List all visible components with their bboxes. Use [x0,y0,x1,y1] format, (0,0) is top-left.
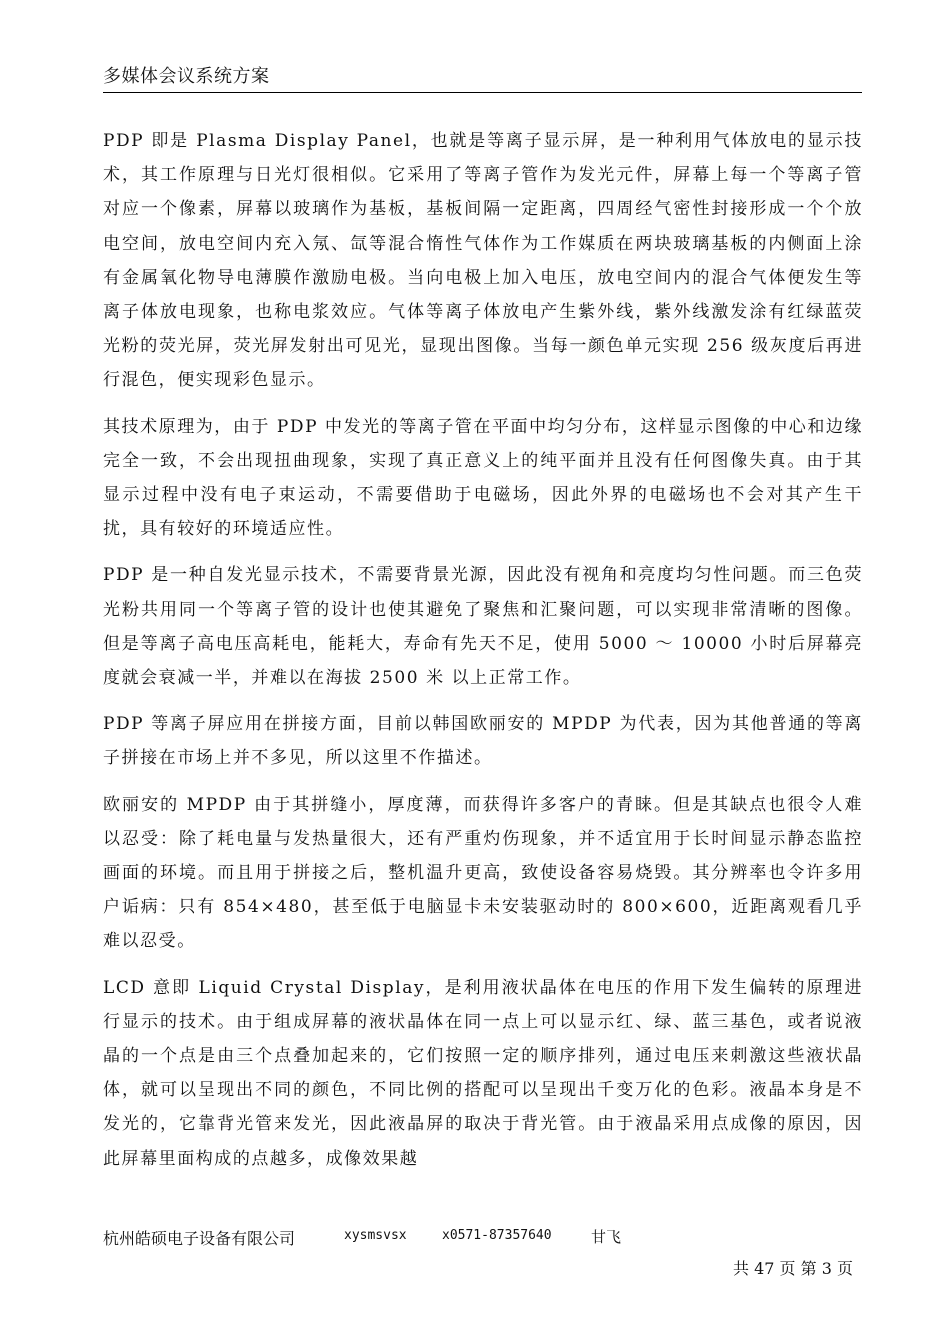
document-title: 多媒体会议系统方案 [103,66,270,87]
paragraph-pdp-principle: 其技术原理为，由于 PDP 中发光的等离子管在平面中均匀分布，这样显示图像的中心和边缘完全一致，不会出现扭曲现象，实现了真正意义上的纯平面并且没有任何图像失真。由于其显示过程中没有电子束运动，不需要借助于电磁场，因此外界的电磁场也不会对其产生干扰，具有较好的环境适应性。 [103,416,863,540]
page-number: 共 47 页 第 3 页 [733,1259,853,1278]
page-header [103,66,862,93]
paragraph-pdp-pros-cons: PDP 是一种自发光显示技术，不需要背景光源，因此没有视角和亮度均匀性问题。而三色荧光粉共用同一个等离子管的设计也使其避免了聚焦和汇聚问题，可以实现非常清晰的图像。但是等离子高电压高耗电，能耗大，寿命有先天不足，使用 5000 ～ 10000 小时后屏幕亮度就会衰减一半，并难以在海拔 2500 米 以上正常工作。 [103,565,863,689]
footer-company: 杭州皓硕电子设备有限公司 [103,1229,296,1248]
footer-code: xysmsvsx [344,1228,407,1243]
footer-contact-name: 甘飞 [591,1228,622,1246]
paragraph-pdp-splicing: PDP 等离子屏应用在拼接方面，目前以韩国欧丽安的 MPDP 为代表，因为其他普通的等离子拼接在市场上并不多见，所以这里不作描述。 [103,714,863,769]
footer-phone: x0571-87357640 [442,1228,552,1243]
paragraph-lcd-intro: LCD 意即 Liquid Crystal Display，是利用液状晶体在电压的作用下发生偏转的原理进行显示的技术。由于组成屏幕的液状晶体在同一点上可以显示红、绿、蓝三基色，或者说液晶的一个点是由三个点叠加起来的，它们按照一定的顺序排列，通过电压来刺激这些液状晶体，就可以呈现出不同的颜色，不同比例的搭配可以呈现出千变万化的色彩。液晶本身是不发光的，它靠背光管来发光，因此液晶屏的取决于背光管。由于液晶采用点成像的原因，因此屏幕里面构成的点越多，成像效果越 [103,977,863,1169]
page-footer [103,1224,863,1284]
paragraph-mpdp: 欧丽安的 MPDP 由于其拼缝小，厚度薄，而获得许多客户的青睐。但是其缺点也很令人难以忍受：除了耗电量与发热量很大，还有严重灼伤现象，并不适宜用于长时间显示静态监控画面的环境。而且用于拼接之后，整机温升更高，致使设备容易烧毁。其分辨率也令许多用户诟病：只有 854×480，甚至低于电脑显卡未安装驱动时的 800×600，近距离观看几乎难以忍受。 [103,794,863,952]
document-body [103,124,863,1188]
paragraph-pdp-intro: PDP 即是 Plasma Display Panel，也就是等离子显示屏，是一种利用气体放电的显示技术，其工作原理与日光灯很相似。它采用了等离子管作为发光元件，屏幕上每一个等离子管对应一个像素，屏幕以玻璃作为基板，基板间隔一定距离，四周经气密性封接形成一个个放电空间，放电空间内充入氖、氙等混合惰性气体作为工作媒质在两块玻璃基板的内侧面上涂有金属氧化物导电薄膜作激励电极。当向电极上加入电压，放电空间内的混合气体便发生等离子体放电现象，也称电浆效应。气体等离子体放电产生紫外线，紫外线激发涂有红绿蓝荧光粉的荧光屏，荧光屏发射出可见光，显现出图像。当每一颜色单元实现 256 级灰度后再进行混色，便实现彩色显示。 [103,131,863,391]
